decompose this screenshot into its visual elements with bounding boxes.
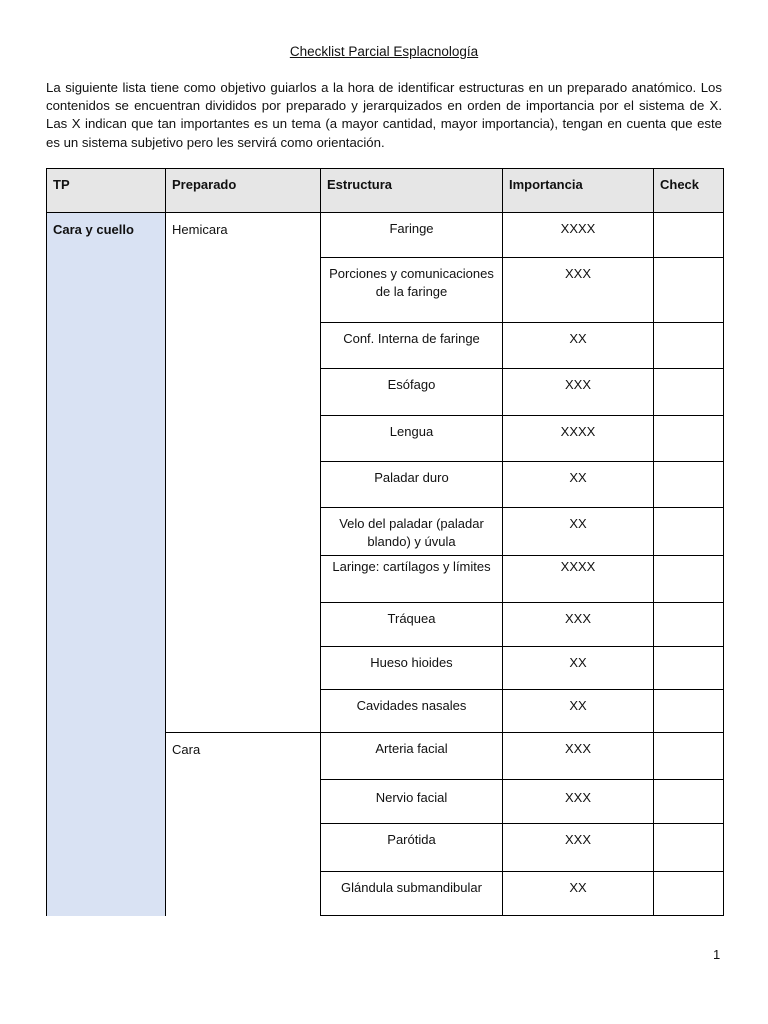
- importancia-cell: XX: [503, 647, 654, 690]
- check-cell[interactable]: [654, 824, 724, 872]
- estructura-cell: Parótida: [321, 824, 503, 872]
- check-cell[interactable]: [654, 416, 724, 462]
- estructura-cell: Esófago: [321, 369, 503, 416]
- check-cell[interactable]: [654, 323, 724, 369]
- estructura-cell: Nervio facial: [321, 780, 503, 824]
- estructura-cell: Porciones y comunicaciones de la faringe: [321, 258, 503, 323]
- header-estructura: Estructura: [321, 169, 503, 213]
- estructura-cell: Tráquea: [321, 603, 503, 647]
- table-row: [47, 213, 724, 258]
- preparado-cell: Cara: [166, 733, 321, 916]
- header-tp: TP: [47, 169, 166, 213]
- check-cell[interactable]: [654, 780, 724, 824]
- check-cell[interactable]: [654, 556, 724, 603]
- check-cell[interactable]: [654, 213, 724, 258]
- importancia-cell: XX: [503, 508, 654, 556]
- check-cell[interactable]: [654, 508, 724, 556]
- importancia-cell: XXX: [503, 733, 654, 780]
- estructura-cell: Cavidades nasales: [321, 690, 503, 733]
- estructura-cell: Laringe: cartílagos y límites: [321, 556, 503, 603]
- importancia-cell: XX: [503, 872, 654, 916]
- estructura-cell: Conf. Interna de faringe: [321, 323, 503, 369]
- importancia-cell: XX: [503, 462, 654, 508]
- importancia-cell: XXX: [503, 258, 654, 323]
- check-cell[interactable]: [654, 369, 724, 416]
- check-cell[interactable]: [654, 258, 724, 323]
- importancia-cell: XXXX: [503, 416, 654, 462]
- estructura-cell: Hueso hioides: [321, 647, 503, 690]
- check-cell[interactable]: [654, 603, 724, 647]
- intro-paragraph: La siguiente lista tiene como objetivo guiarlos a la hora de identificar estructuras en un preparado anatómico. Los contenidos se encuentran divididos por preparado y jerarquizados en orden de importancia por el sistema de X. Las X indican que tan importantes es un tema (a mayor cantidad, mayor importancia), tengan en cuenta que este es un sistema subjetivo pero les servirá como orientación.: [46, 80, 722, 150]
- estructura-cell: Paladar duro: [321, 462, 503, 508]
- check-cell[interactable]: [654, 733, 724, 780]
- check-cell[interactable]: [654, 690, 724, 733]
- estructura-cell: Glándula submandibular: [321, 872, 503, 916]
- estructura-cell: Arteria facial: [321, 733, 503, 780]
- check-cell[interactable]: [654, 647, 724, 690]
- importancia-cell: XX: [503, 690, 654, 733]
- estructura-cell: Velo del paladar (paladar blando) y úvula: [321, 508, 503, 556]
- page-number: 1: [713, 947, 721, 962]
- estructura-cell: Lengua: [321, 416, 503, 462]
- importancia-cell: XXXX: [503, 556, 654, 603]
- importancia-cell: XX: [503, 323, 654, 369]
- importancia-cell: XXX: [503, 603, 654, 647]
- header-importancia: Importancia: [503, 169, 654, 213]
- checklist-table: [46, 168, 724, 916]
- tp-cell: Cara y cuello: [47, 213, 166, 916]
- estructura-cell: Faringe: [321, 213, 503, 258]
- check-cell[interactable]: [654, 872, 724, 916]
- check-cell[interactable]: [654, 462, 724, 508]
- importancia-cell: XXXX: [503, 213, 654, 258]
- importancia-cell: XXX: [503, 369, 654, 416]
- header-check: Check: [654, 169, 724, 213]
- header-preparado: Preparado: [166, 169, 321, 213]
- table-header-row: [47, 169, 724, 213]
- importancia-cell: XXX: [503, 780, 654, 824]
- importancia-cell: XXX: [503, 824, 654, 872]
- page-title: Checklist Parcial Esplacnología: [289, 44, 479, 59]
- preparado-cell: Hemicara: [166, 213, 321, 733]
